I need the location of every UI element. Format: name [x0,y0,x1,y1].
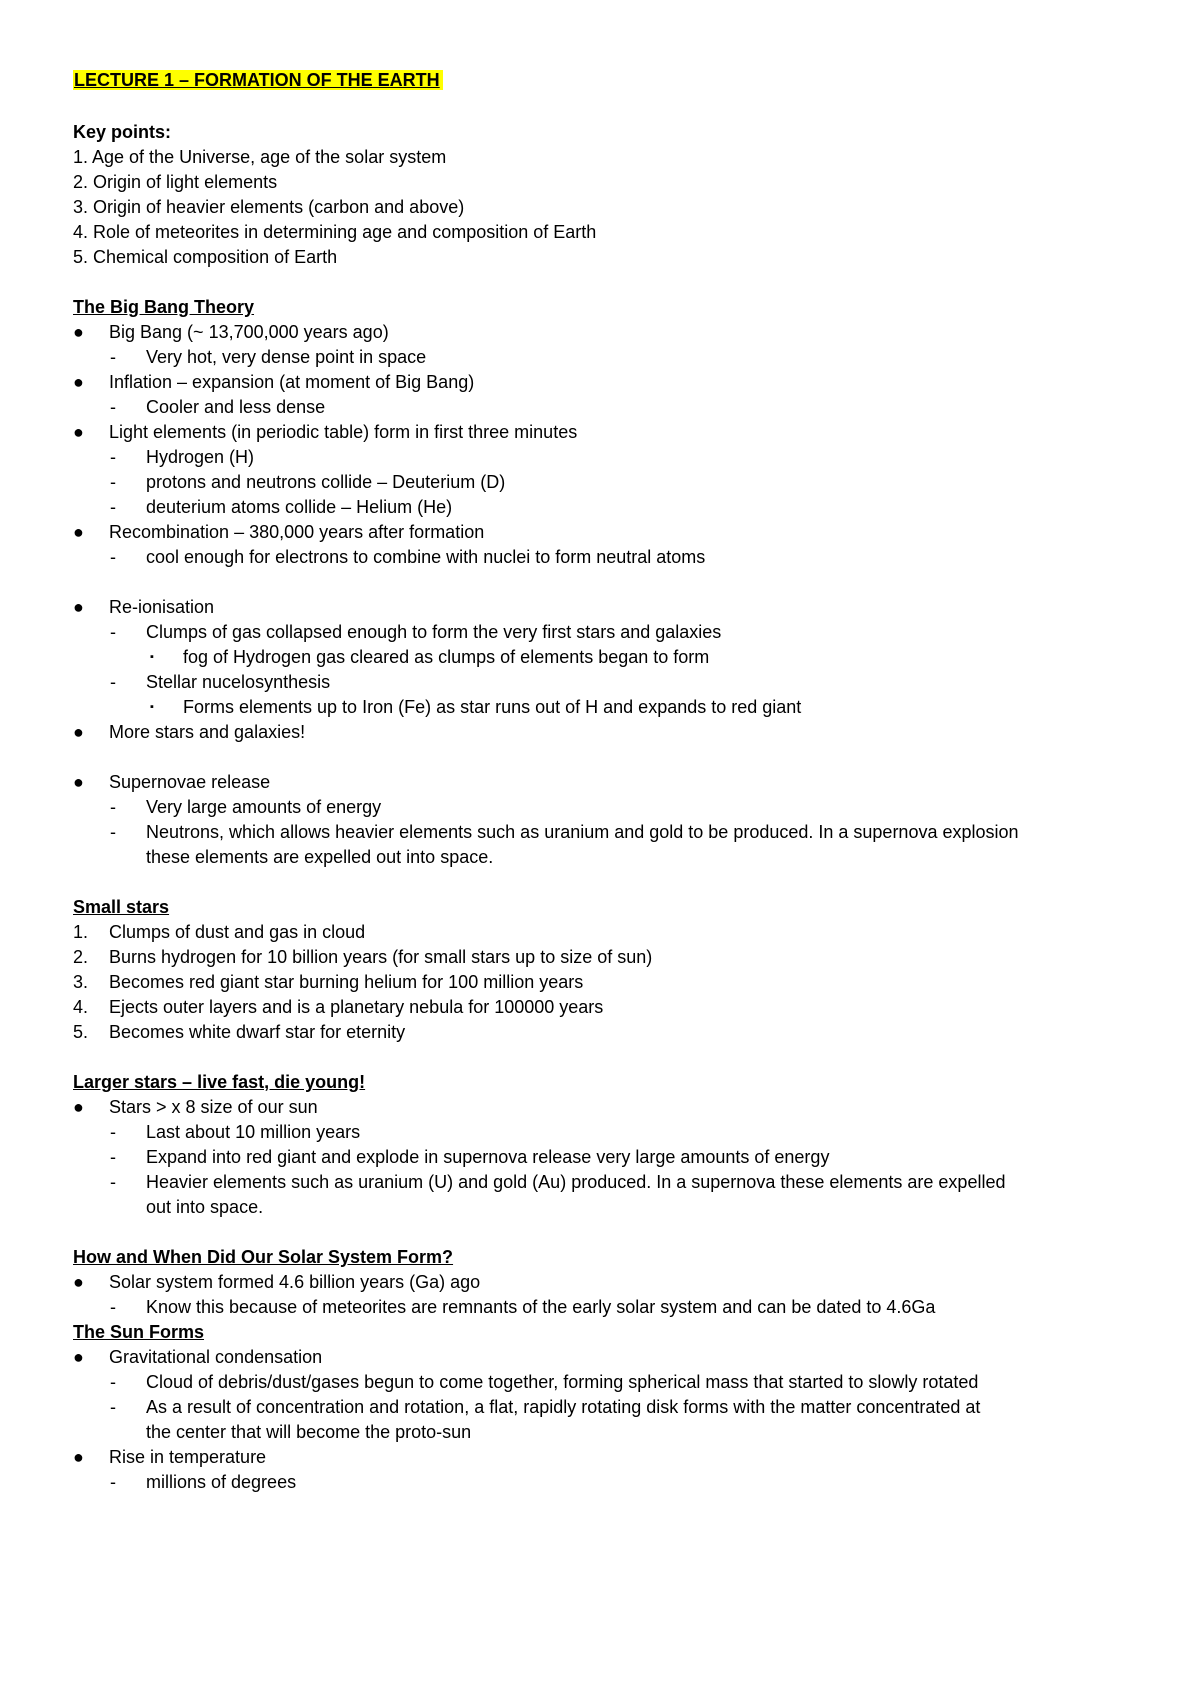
list-item: Re-ionisation [109,597,215,617]
dash-icon: - [110,472,116,492]
dash-icon: - [110,1372,116,1392]
list-item: Supernovae release [109,772,271,792]
bullet-icon: ● [73,722,84,742]
list-item: Stars > x 8 size of our sun [109,1097,318,1117]
dash-icon: - [110,497,116,517]
bullet-icon: ● [73,372,84,392]
list-number: 2. [73,947,89,967]
list-subitem: Very hot, very dense point in space [146,347,427,367]
document-title [73,68,443,92]
square-bullet-icon: ▪ [150,701,154,713]
bullet-icon: ● [73,322,84,342]
list-item: Rise in temperature [109,1447,267,1467]
numbered-item: Burns hydrogen for 10 billion years (for small stars up to size of sun) [109,947,653,967]
dash-icon: - [110,347,116,367]
dash-icon: - [110,822,116,842]
dash-icon: - [110,547,116,567]
list-subitem: Expand into red giant and explode in supernova release very large amounts of energy [146,1147,830,1167]
square-bullet-icon: ▪ [150,651,154,663]
dash-icon: - [110,447,116,467]
list-subitem: millions of degrees [146,1472,297,1492]
list-subitem-continued: these elements are expelled out into space. [146,847,494,867]
dash-icon: - [110,1122,116,1142]
dash-icon: - [110,1397,116,1417]
dash-icon: - [110,1172,116,1192]
solar-system-heading: How and When Did Our Solar System Form? [73,1247,454,1267]
list-subsubitem: fog of Hydrogen gas cleared as clumps of elements began to form [183,647,710,667]
bullet-icon: ● [73,772,84,792]
key-point-item: 2. Origin of light elements [73,172,278,192]
dash-icon: - [110,1297,116,1317]
list-item: Solar system formed 4.6 billion years (Ga) ago [109,1272,481,1292]
list-item: Big Bang (~ 13,700,000 years ago) [109,322,389,342]
list-number: 3. [73,972,89,992]
list-item: Recombination – 380,000 years after formation [109,522,485,542]
key-point-item: 5. Chemical composition of Earth [73,247,338,267]
list-subsubitem: Forms elements up to Iron (Fe) as star runs out of H and expands to red giant [183,697,802,717]
title-text: LECTURE 1 – FORMATION OF THE EARTH [73,70,443,90]
numbered-item: Becomes white dwarf star for eternity [109,1022,406,1042]
dash-icon: - [110,672,116,692]
list-item: Light elements (in periodic table) form in first three minutes [109,422,578,442]
bullet-icon: ● [73,1272,84,1292]
small-stars-heading: Small stars [73,897,170,917]
dash-icon: - [110,1472,116,1492]
list-number: 5. [73,1022,89,1042]
bullet-icon: ● [73,422,84,442]
list-subitem: protons and neutrons collide – Deuterium (D) [146,472,506,492]
list-subitem: Heavier elements such as uranium (U) and gold (Au) produced. In a supernova these elements are expelled [146,1172,1006,1192]
list-subitem: cool enough for electrons to combine with nuclei to form neutral atoms [146,547,706,567]
key-points-heading: Key points: [73,122,172,142]
dash-icon: - [110,1147,116,1167]
list-subitem-continued: the center that will become the proto-sun [146,1422,472,1442]
dash-icon: - [110,797,116,817]
list-subitem: Neutrons, which allows heavier elements such as uranium and gold to be produced. In a supernova explosion [146,822,1019,842]
sun-forms-heading: The Sun Forms [73,1322,205,1342]
list-subitem: Stellar nucelosynthesis [146,672,331,692]
list-item: More stars and galaxies! [109,722,306,742]
list-subitem: Cooler and less dense [146,397,326,417]
list-item: Gravitational condensation [109,1347,323,1367]
big-bang-heading: The Big Bang Theory [73,297,255,317]
list-subitem: Very large amounts of energy [146,797,382,817]
numbered-item: Becomes red giant star burning helium for 100 million years [109,972,584,992]
list-number: 4. [73,997,89,1017]
bullet-icon: ● [73,597,84,617]
bullet-icon: ● [73,522,84,542]
list-subitem: Hydrogen (H) [146,447,255,467]
larger-stars-heading: Larger stars – live fast, die young! [73,1072,366,1092]
list-subitem: deuterium atoms collide – Helium (He) [146,497,453,517]
list-subitem: Know this because of meteorites are remnants of the early solar system and can be dated to 4.6Ga [146,1297,936,1317]
key-point-item: 4. Role of meteorites in determining age and composition of Earth [73,222,597,242]
key-point-item: 1. Age of the Universe, age of the solar system [73,147,447,167]
list-number: 1. [73,922,89,942]
list-subitem: Clumps of gas collapsed enough to form the very first stars and galaxies [146,622,722,642]
list-subitem: Cloud of debris/dust/gases begun to come together, forming spherical mass that started to slowly rotated [146,1372,979,1392]
dash-icon: - [110,622,116,642]
list-item: Inflation – expansion (at moment of Big Bang) [109,372,475,392]
bullet-icon: ● [73,1097,84,1117]
list-subitem-continued: out into space. [146,1197,264,1217]
bullet-icon: ● [73,1447,84,1467]
list-subitem: As a result of concentration and rotation, a flat, rapidly rotating disk forms with the matter concentrated at [146,1397,981,1417]
dash-icon: - [110,397,116,417]
bullet-icon: ● [73,1347,84,1367]
list-subitem: Last about 10 million years [146,1122,361,1142]
key-point-item: 3. Origin of heavier elements (carbon and above) [73,197,465,217]
numbered-item: Ejects outer layers and is a planetary nebula for 100000 years [109,997,604,1017]
numbered-item: Clumps of dust and gas in cloud [109,922,366,942]
